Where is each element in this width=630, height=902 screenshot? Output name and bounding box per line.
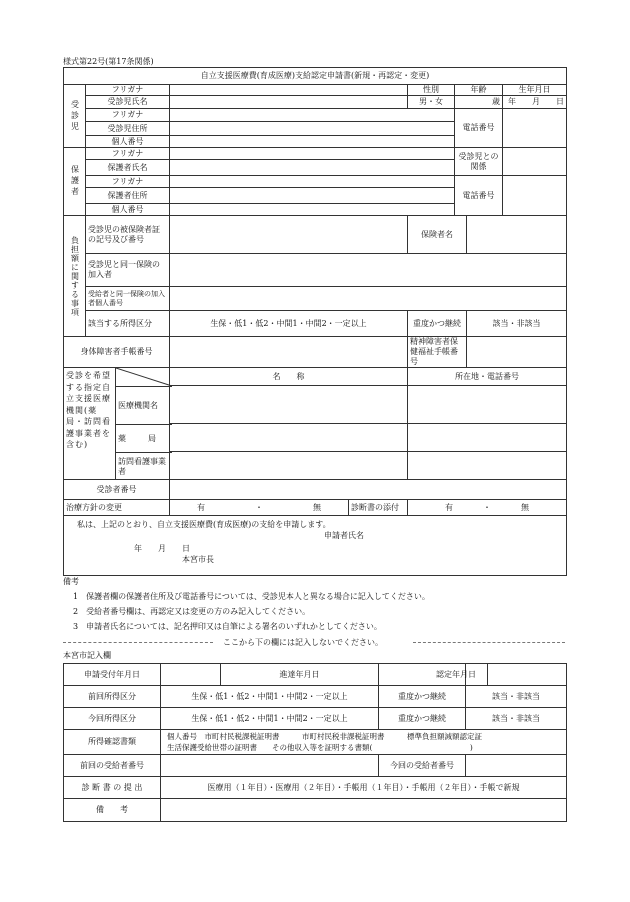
recipient-number-field[interactable]: [170, 480, 567, 500]
diagonal-line: [116, 368, 172, 386]
burden-side-label: 負担額に関する事項: [64, 216, 86, 337]
relation-label: 受診児との関係: [455, 148, 503, 176]
approved-label: 認定年月日: [466, 664, 488, 686]
patient-name-label: 受診児氏名: [86, 96, 170, 109]
approved-field[interactable]: [488, 664, 567, 686]
facility-header-corner: [115, 368, 172, 386]
patient-id-label: 個人番号: [86, 136, 170, 148]
addressee: 本宮市長: [182, 555, 214, 564]
received-field[interactable]: [161, 664, 221, 686]
guardian-address-furigana-label: フリガナ: [86, 176, 170, 188]
separator-line-left: [63, 642, 213, 643]
prev-severe-label: 重度かつ継続: [379, 686, 466, 708]
disability-card-field[interactable]: [170, 337, 408, 368]
prev-recipient-label: 前回の受給者番号: [64, 755, 161, 777]
relation-field[interactable]: [503, 148, 567, 176]
same-insurance-field[interactable]: [170, 254, 567, 287]
birth-label: 生年月日: [503, 85, 567, 96]
application-table: [63, 67, 567, 576]
facility-row-pharmacy: 薬 局: [115, 424, 172, 452]
guardian-address-field[interactable]: [170, 188, 455, 204]
curr-severe-options[interactable]: 該当・非該当: [466, 708, 567, 730]
guardian-address-label: 保護者住所: [86, 188, 170, 204]
diagnosis-label: 診断書の添付: [349, 500, 408, 516]
insurer-field[interactable]: [467, 216, 567, 254]
patient-phone-label: 電話番号: [455, 109, 503, 148]
separator-line-right: [413, 642, 565, 643]
certificate-line-1[interactable]: 個人番号 市町村民税課税証明書 市町村民税非課税証明書 標準負担額減額認定証: [167, 732, 482, 741]
pharmacy-address-field[interactable]: [408, 424, 567, 452]
application-statement-block: [64, 516, 567, 576]
guardian-furigana-field[interactable]: [170, 148, 455, 160]
notes-title: 備考: [63, 577, 79, 586]
pharmacy-name-field[interactable]: [170, 424, 408, 452]
sex-options[interactable]: 男・女: [408, 96, 455, 109]
curr-income-options[interactable]: 生保・低1・低2・中間1・中間2・一定以上: [161, 708, 379, 730]
diagnosis-options[interactable]: [408, 500, 567, 516]
patient-furigana-field[interactable]: [170, 85, 408, 96]
birth-field[interactable]: 年 月 日: [503, 96, 567, 109]
curr-recipient-label: 今回の受給者番号: [379, 755, 466, 777]
income-class-label: 該当する所得区分: [86, 311, 170, 337]
guardian-address-furigana-field[interactable]: [170, 176, 455, 188]
applicant-name-field[interactable]: [382, 530, 542, 540]
facility-side-label: 受診を希望する指定自立支援医療機関(薬局・訪問看護事業者を含む): [66, 371, 111, 449]
applicant-name-label: 申請者氏名: [324, 531, 364, 540]
age-label: 年齢: [455, 85, 503, 96]
treatment-change-options[interactable]: [170, 500, 349, 516]
treatment-change-dot: ・: [255, 502, 263, 512]
diagnosis-no[interactable]: 無: [521, 502, 530, 512]
facility-row-nursing: 訪問看護事業者: [115, 452, 172, 480]
treatment-change-no[interactable]: 無: [313, 502, 321, 512]
same-insurance-id-label: 受給者と同一保険の加入者個人番号: [86, 287, 170, 311]
guardian-id-label: 個人番号: [86, 204, 170, 216]
certificate-label: 所得確認書類: [64, 730, 161, 755]
application-text: 私は、上記のとおり、自立支援医療費(育成医療)の支給を申請します。: [77, 520, 331, 529]
severe-options[interactable]: 該当・非該当: [467, 311, 567, 337]
progress-label: 進達年月日: [221, 664, 379, 686]
guardian-name-label: 保護者氏名: [86, 160, 170, 176]
prev-income-label: 前回所得区分: [64, 686, 161, 708]
treatment-change-yes[interactable]: 有: [197, 502, 205, 512]
diagnosis-dot: ・: [483, 502, 492, 512]
guardian-name-field[interactable]: [170, 160, 455, 176]
severe-label: 重度かつ継続: [408, 311, 467, 337]
patient-name-field[interactable]: [170, 96, 408, 109]
medical-institution-name-field[interactable]: [170, 386, 408, 424]
office-title: 本宮市記入欄: [63, 651, 111, 660]
patient-address-field[interactable]: [170, 122, 455, 136]
insurance-card-label: 受診児の被保険者証の記号及び番号: [86, 216, 170, 254]
patient-phone-field[interactable]: [503, 109, 567, 148]
treatment-change-label: 治療方針の変更: [64, 500, 170, 516]
remarks-field[interactable]: [161, 799, 567, 822]
patient-furigana-label: フリガナ: [86, 85, 170, 96]
patient-address-furigana-label: フリガナ: [86, 109, 170, 122]
form-number: 様式第22号(第17条関係): [63, 57, 154, 66]
recipient-number-label: 受診者番号: [64, 480, 170, 500]
income-class-options[interactable]: 生保・低1・低2・中間1・中間2・一定以上: [170, 311, 408, 337]
same-insurance-id-field[interactable]: [170, 287, 567, 311]
prev-income-options[interactable]: 生保・低1・低2・中間1・中間2・一定以上: [161, 686, 379, 708]
note-3: 3 申請者氏名については、記名押印又は自筆による署名のいずれかとしてください。: [73, 622, 382, 631]
patient-id-field[interactable]: [170, 136, 455, 148]
diagnosis-yes[interactable]: 有: [445, 502, 453, 512]
mental-card-field[interactable]: [467, 337, 567, 368]
facility-name-header: 名 称: [170, 368, 408, 386]
certificate-line-2[interactable]: 生活保護受給世帯の証明書 その他収入等を証明する書類( ): [167, 743, 473, 752]
curr-severe-label: 重度かつ継続: [379, 708, 466, 730]
insurance-card-field[interactable]: [170, 216, 408, 254]
prev-severe-options[interactable]: 該当・非該当: [466, 686, 567, 708]
guardian-side-label: 保護者: [64, 148, 86, 216]
medical-institution-address-field[interactable]: [408, 386, 567, 424]
insurer-label: 保険者名: [408, 216, 467, 254]
sex-label: 性別: [408, 85, 455, 96]
note-1: 1 保護者欄の保護者住所及び電話番号については、受診児本人と異なる場合に記入してください。: [73, 592, 430, 601]
form-title: 自立支援医療費(育成医療)支給認定申請書(新規・再認定・変更): [64, 68, 567, 85]
office-table: [63, 663, 567, 822]
mental-card-label: 精神障害者保健福祉手帳番号: [408, 337, 467, 368]
curr-income-label: 今回所得区分: [64, 708, 161, 730]
note-2: 2 受給者番号欄は、再認定又は変更の方のみ記入してください。: [73, 607, 311, 616]
guardian-phone-label: 電話番号: [455, 176, 503, 216]
separator-text: ここから下の欄には記入しないでください。: [223, 638, 383, 647]
age-unit[interactable]: 歳: [455, 96, 503, 109]
separator: [63, 637, 565, 647]
facility-block: [64, 368, 170, 480]
curr-recipient-field[interactable]: [466, 755, 567, 777]
disability-card-label: 身体障害者手帳番号: [64, 337, 170, 368]
patient-side-label: 受診児: [64, 85, 86, 148]
facility-row-medical: 医療機関名: [115, 386, 172, 424]
diagnosis-submit-label: 診 断 書 の 提 出: [64, 777, 161, 799]
prev-recipient-field[interactable]: [161, 755, 379, 777]
guardian-phone-field[interactable]: [503, 176, 567, 216]
received-label: 申請受付年月日: [64, 664, 161, 686]
guardian-furigana-label: フリガナ: [86, 148, 170, 160]
remarks-label: 備 考: [64, 799, 161, 822]
patient-address-furigana-field[interactable]: [170, 109, 455, 122]
same-insurance-label: 受診児と同一保険の加入者: [86, 254, 170, 287]
application-date[interactable]: 年 月 日: [134, 544, 190, 553]
patient-address-label: 受診児住所: [86, 122, 170, 136]
diagnosis-submit-options[interactable]: 医療用（１年目）・医療用（２年目）・手帳用（１年目）・手帳用（２年目）・手帳で新規: [161, 777, 567, 799]
certificate-options[interactable]: [161, 730, 567, 755]
nursing-address-field[interactable]: [408, 452, 567, 480]
guardian-id-field[interactable]: [170, 204, 455, 216]
facility-address-header: 所在地・電話番号: [408, 368, 567, 386]
nursing-name-field[interactable]: [170, 452, 408, 480]
